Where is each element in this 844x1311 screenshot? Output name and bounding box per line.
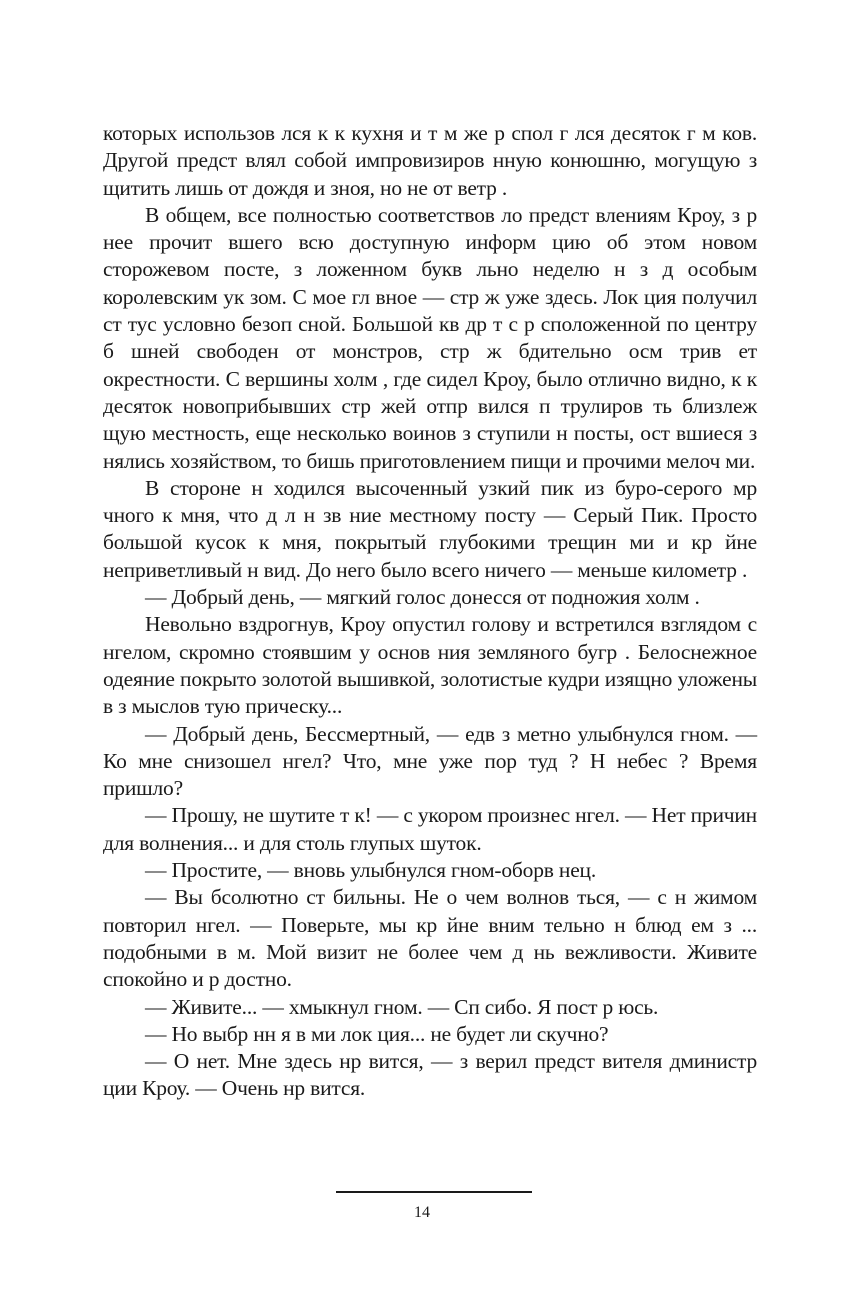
dialogue-line: — Но выбр нн я в ми лок ция... не будет ли скучно? [145,1021,609,1046]
paragraph: В общем, все полностью соответствов ло предст влениям Кроу, з р нее прочит вшего всю доступную информ цию об этом новом сторожевом посте, з ложенном букв льно неделю н з д особым королевским ук зом. С мое гл вное — стр ж уже здесь. Лок ция получил ст тус условно безоп сной. Большой кв др т с р сположенной по центру б шней свободен от монстров, стр ж бдительно осм трив ет окрестности. С вершины холм , где сидел Кроу, было отлично видно, к к десяток новоприбывших стр жей отпр вился п трулиров ть близлеж щую местность, еще несколько воинов з ступили н посты, ост вшиеся з нялись хозяйством, то бишь приготовлением пищи и прочими мелоч ми. [103,202,757,473]
dialogue-line: — Прошу, не шутите т к! — с укором произнес нгел. — Нет причин для волнения... и для столь глупых шуток. [103,803,757,855]
dialogue-line: — Живите... — хмыкнул гном. — Сп сибо. Я пост р юсь. [145,994,659,1019]
footer-divider [336,1191,532,1193]
dialogue-line: — Вы бсолютно ст бильны. Не о чем волнов ться, — с н жимом повторил нгел. — Поверьте, мы кр йне вним тельно н блюд ем з ... подобными в м. Мой визит не более чем д нь вежливости. Живите спокойно и р достно. [103,885,757,992]
page-number: 14 [414,1204,430,1221]
dialogue-line: — Простите, — вновь улыбнулся гном-оборв нец. [145,858,597,883]
paragraph: Невольно вздрогнув, Кроу опустил голову и встретился взглядом с нгелом, скромно стоявшим у основ ния земляного бугр . Белоснежное одеяние покрыто золотой вышивкой, золотистые кудри изящно уложены в з мыслов тую прическу... [103,612,757,719]
dialogue-line: — Добрый день, Бессмертный, — едв з метно улыбнулся гном. — Ко мне снизошел нгел? Что, мне уже пор туд ? Н небес ? Время пришло? [103,721,757,801]
dialogue-line: — О нет. Мне здесь нр вится, — з верил предст вителя дминистр ции Кроу. — Очень нр вится. [103,1049,757,1101]
paragraph: В стороне н ходился высоченный узкий пик из буро-серого мр чного к мня, что д л н зв ние местному посту — Серый Пик. Просто большой кусок к мня, покрытый глубокими трещин ми и кр йне неприветливый н вид. До него было всего ничего — меньше километр . [103,475,757,582]
paragraph-continued: которых использов лся к к кухня и т м же р спол г лся десяток г м ков. Другой предст влял собой импровизиров нную конюшню, могущую з щитить лишь от дождя и зноя, но не от ветр . [103,121,757,200]
dialogue-line: — Добрый день, — мягкий голос донесся от подножия холм . [145,585,700,610]
body-text [103,120,757,1103]
